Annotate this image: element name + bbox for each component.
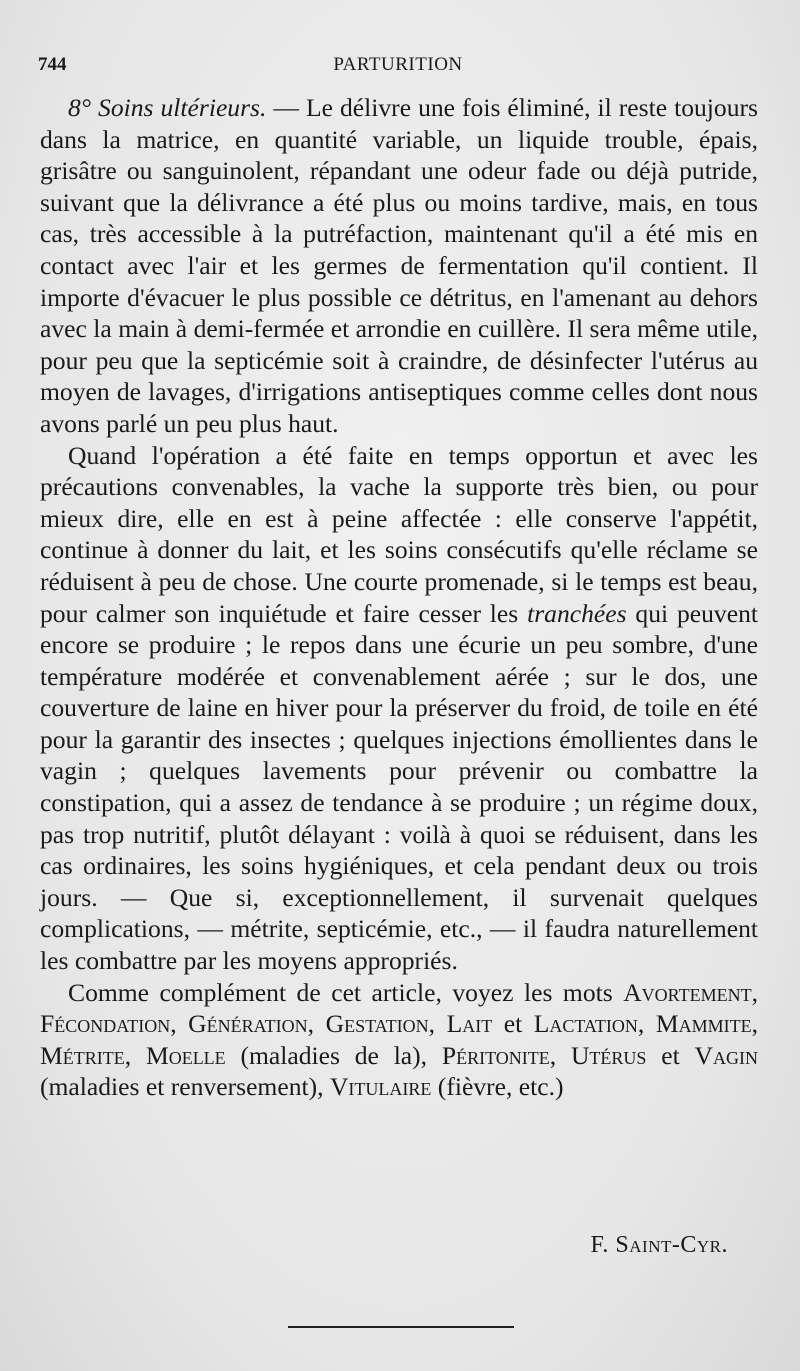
reference-separator: , [307,1009,326,1039]
italic-term: tranchées [527,598,627,628]
reference-separator: (maladies et renversement), [40,1072,330,1102]
section-heading: 8° Soins ultérieurs. [68,93,267,122]
paragraph-operation-text-a: Quand l'opération a été faite en temps opportun et avec les précautions convenables, la vache la supporte très bien, ou pour mieux dire, elle en est à peine affectée : elle conserve l'appétit, continue à donner du lait, et les soins consécutifs qu'elle réclame se réduisent à peu de chose. Une courte promenade, si le temps est beau, pour calmer son inquiétude et faire cesser les [40,440,758,628]
page-header [38,50,758,84]
reference-term: Génération [188,1009,308,1039]
paragraph-references [40,977,758,1103]
page-number: 744 [38,54,67,75]
reference-separator: , [637,1009,656,1039]
reference-term: Vagin [694,1040,758,1070]
reference-term: Péritonite [441,1040,550,1070]
references-intro: Comme complément de cet article, voyez les mots [68,977,624,1007]
reference-term: Gestation [325,1009,429,1039]
paragraph-operation-text-b: qui peuvent encore se produire ; le repos dans une écurie un peu sombre, d'une température modérée et convenablement aérée ; sur le dos, une couverture de laine en hiver pour la préserver du froid, de toile en été pour la garantir des insectes ; quelques injections émollientes dans le vagin ; quelques lavements pour prévenir ou combattre la constipation, qui a assez de tendance à se produire ; un régime doux, pas trop nutritif, plutôt délayant : voilà à quoi se réduisent, dans les cas ordinaires, les soins hygiéniques, et cela pendant deux ou trois jours. — Que si, exceptionnellement, il survenait quelques complications, — métrite, septicémie, etc., — il faudra naturellement les combattre par les moyens appropriés. [40,598,758,976]
reference-separator: , [170,1009,189,1039]
reference-term: Lait [446,1009,493,1039]
running-title: PARTURITION [333,54,463,75]
author-signature: F. Saint-Cyr. [590,1232,728,1258]
reference-separator: , [751,1009,759,1039]
reference-term: Lactation [533,1009,638,1039]
reference-term: Vitulaire [329,1072,432,1102]
reference-separator: (fièvre, etc.) [431,1072,564,1102]
paragraph-soins [40,92,758,440]
reference-separator: , [751,977,758,1007]
reference-separator: , [124,1040,146,1070]
reference-separator: et [492,1009,534,1039]
reference-term: Métrite [40,1040,125,1070]
reference-term: Utérus [570,1040,647,1070]
reference-term: Fécondation [40,1009,171,1039]
paragraph-soins-text: — Le délivre une fois éliminé, il reste toujours dans la matrice, en quantité variable, un liquide trouble, épais, grisâtre ou sanguinolent, répandant une odeur fade ou déjà putride, suivant que la délivrance a été plus ou moins tardive, mais, en tous cas, très accessible à la putréfaction, maintenant qu'il a été mis en contact avec l'air et les germes de fermentation qu'il contient. Il importe d'évacuer le plus possible ce détritus, en l'amenant au dehors avec la main à demi-fermée et arrondie en cuillère. Il sera même utile, pour peu que la septicémie soit à craindre, de désinfecter l'utérus au moyen de lavages, d'irrigations antiseptiques comme celles dont nous avons parlé un peu plus haut. [40,93,758,438]
reference-term: Moelle [145,1040,226,1070]
body-text [40,92,758,1103]
reference-separator: , [428,1009,447,1039]
reference-separator: , [549,1040,571,1070]
reference-separator: (maladies de la), [225,1040,442,1070]
reference-term: Mammite [655,1009,752,1039]
end-rule [288,1326,514,1328]
paragraph-operation [40,440,758,977]
reference-separator: et [646,1040,695,1070]
reference-term: Avortement [623,977,752,1007]
